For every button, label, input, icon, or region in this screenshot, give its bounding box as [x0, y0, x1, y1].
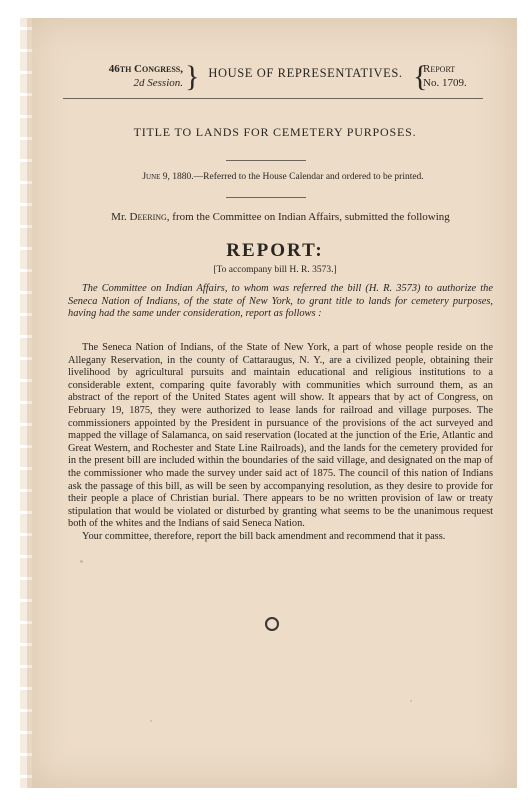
referral-date: June 9, 1880. [142, 172, 194, 182]
paper-speck [80, 560, 83, 563]
congress-label: 46th Congress, [108, 63, 183, 75]
accompany-bill: [To accompany bill H. R. 3573.] [213, 265, 337, 275]
submitted-line [68, 210, 493, 224]
report-heading: REPORT: [226, 240, 324, 261]
report-number: No. 1709. [423, 77, 467, 89]
body-paragraph: Your committee, therefore, report the bill back amendment and recommend that it pass. [82, 530, 446, 542]
session-label: 2d Session. [133, 77, 183, 89]
referral-line [68, 172, 498, 182]
report-number-block [423, 62, 493, 90]
intro-paragraph: The Committee on Indian Affairs, to whom was referred the bill (H. R. 3573) to authorize the Seneca Nation of Indians, of the state of New York, to grant title to lands for cemetery purposes, having had the same under consideration, report as follows : [68, 283, 493, 320]
header-rule [63, 98, 483, 99]
report-label: Report [423, 63, 456, 75]
house-label: HOUSE OF REPRESENTATIVES. [208, 66, 403, 80]
submitted-text: , from the Committee on Indian Affairs, submitted the following [166, 211, 450, 223]
submitter-name: Deering [129, 211, 167, 223]
right-brace: { [413, 60, 428, 93]
left-brace: } [185, 60, 200, 93]
submitted-prefix: Mr. [111, 211, 130, 223]
torn-edge [20, 18, 32, 788]
document-header [58, 62, 488, 96]
end-ornament [265, 617, 279, 631]
title-rule [226, 160, 306, 161]
referral-rule [226, 197, 306, 198]
body-paragraph: The Seneca Nation of Indians, of the State of New York, a part of whose people reside on the Allegany Reservation, in the county of Cattaraugus, N. Y., are a civilized people, obtaining their livelihood by agricultural pursuits and maintain educational and religious institutions to a considerable extent, comparing quite favorably with communities which surround them, as an abstract of the report of the United States agent will show. It appears that by act of Congress, on February 19, 1875, they were authorized to lease lands for railroad and village purposes. The commissioners appointed by the President in pursuance of the provisions of the act surveyed and mapped the village of Salamanca, on said reservation (located at the junction of the Erie, Atlantic and Great Western, and Rochester and State Line Railroads), and the lands for the cemetery provided for in the present bill are included within the boundaries of the said village, and designated on the map of the commissioner who made the survey under said act of 1875. The council of this nation of Indians ask the passage of this bill, as will be seen by accompanying resolution, as they desire to provide for their people a place of Christian burial. There appears to be no written provision of law or treaty stipulation that would be violated or disturbed by granting what seems to be the unanimous request both of the whites and the Indians of said Seneca Nation. [68, 342, 493, 530]
congress-session [58, 62, 183, 90]
paper-speck [410, 700, 412, 702]
document-title: TITLE TO LANDS FOR CEMETERY PURPOSES. [133, 125, 417, 139]
report-body [68, 342, 493, 544]
paper-speck [150, 720, 152, 722]
referral-text: —Referred to the House Calendar and ordered to be printed. [193, 172, 424, 182]
